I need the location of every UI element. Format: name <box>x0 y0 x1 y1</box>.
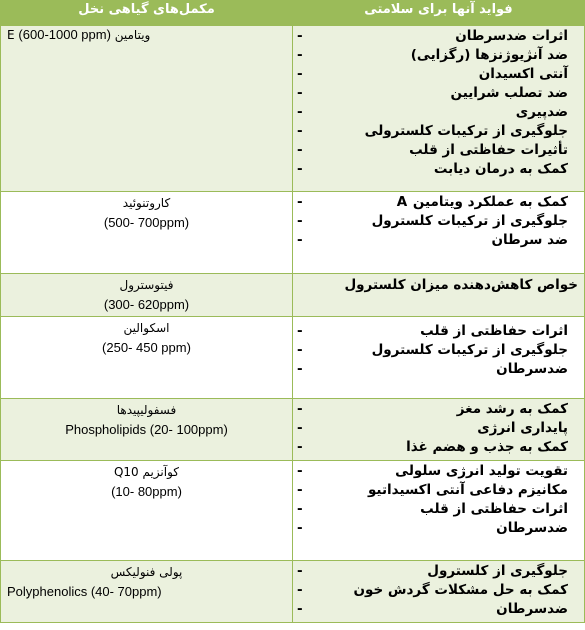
list-item: - ضدسرطان <box>299 360 578 379</box>
supplement-dose: Polyphenolics (40- 70ppm) <box>7 584 162 599</box>
benefits-cell <box>293 461 585 561</box>
supplement-name: فیتوسترول <box>119 278 174 292</box>
table-row <box>1 561 585 623</box>
table-row <box>1 317 585 399</box>
list-item: - کمک به حل مشکلات گردش خون <box>299 581 578 600</box>
supplement-name: کاروتنوئید <box>122 196 171 210</box>
benefits-list <box>299 562 578 619</box>
supplement-dose: Phospholipids (20- 100ppm) <box>65 422 228 437</box>
list-item: - ضد سرطان <box>299 231 578 250</box>
supplement-dose: (500- 700ppm) <box>103 215 190 230</box>
benefits-list <box>299 318 578 379</box>
benefits-cell <box>293 26 585 192</box>
list-item: - ضدسرطان <box>299 600 578 619</box>
list-item: - اثرات ضدسرطان <box>299 27 578 46</box>
list-item: - جلوگیری از ترکیبات کلسترول <box>299 212 578 231</box>
benefits-list <box>299 400 578 457</box>
list-item: - کمک به رشد مغز <box>299 400 578 419</box>
table-row <box>1 399 585 461</box>
list-item: - کمک به جذب و هضم غذا <box>299 438 578 457</box>
table-row <box>1 26 585 192</box>
benefits-list <box>299 193 578 250</box>
supplement-cell <box>1 399 293 461</box>
supplement-cell <box>1 317 293 399</box>
benefits-cell <box>293 399 585 461</box>
supplement-cell <box>1 192 293 274</box>
list-item: - جلوگیری از کلسترول <box>299 562 578 581</box>
table-header-row <box>1 1 585 26</box>
table-row <box>1 461 585 561</box>
list-item: - ضد آنژیوژنزها (رگزایی) <box>299 46 578 65</box>
list-item: - تقویت تولید انرژی سلولی <box>299 462 578 481</box>
header-supplements: مکمل‌های گیاهی نخل <box>1 1 293 26</box>
supplement-name: ویتامین E <box>7 28 151 42</box>
list-item: - ضد تصلب شرایین <box>299 84 578 103</box>
list-item: - مکانیزم دفاعی آنتی اکسیداتیو <box>299 481 578 500</box>
supplement-dose: (250- 450 ppm) <box>102 340 191 355</box>
supplement-cell <box>1 26 293 192</box>
supplement-cell <box>1 461 293 561</box>
list-item: - اثرات حفاظتی از قلب <box>299 500 578 519</box>
supplement-name: اسکوالین <box>123 321 170 335</box>
supplement-name: کوآنزیم Q10 <box>113 465 180 479</box>
supplement-dose: (300- 620ppm) <box>103 297 190 312</box>
supplement-dose: (10- 80ppm) <box>111 484 182 499</box>
list-item: - کمک به درمان دیابت <box>299 160 578 179</box>
list-item: - آنتی اکسیدان <box>299 65 578 84</box>
list-item: - ضدسرطان <box>299 519 578 538</box>
list-item: - کمک به عملکرد ویتامین A <box>299 193 578 212</box>
list-item: - جلوگیری از ترکیبات کلسترول <box>299 341 578 360</box>
header-benefits: فواید آنها برای سلامتی <box>293 1 585 26</box>
benefits-cell: خواص کاهش‌دهنده میزان کلسترول <box>293 274 585 317</box>
supplement-name: پولی فنولیکس <box>110 565 183 579</box>
list-item: - پایداری انرژی <box>299 419 578 438</box>
benefits-list <box>299 462 578 538</box>
supplement-cell <box>1 561 293 623</box>
list-item: - ضدپیری <box>299 103 578 122</box>
benefits-cell <box>293 192 585 274</box>
benefits-cell <box>293 561 585 623</box>
table-row <box>1 192 585 274</box>
list-item: - جلوگیری از ترکیبات کلسترولی <box>299 122 578 141</box>
supplement-cell <box>1 274 293 317</box>
table-row <box>1 274 585 317</box>
supplement-dose: (600-1000 ppm) <box>18 27 111 42</box>
supplement-name: فسفولیپیدها <box>116 403 177 417</box>
list-item: - اثرات حفاظتی از قلب <box>299 322 578 341</box>
list-item: - تأثیرات حفاظتی از قلب <box>299 141 578 160</box>
benefits-cell <box>293 317 585 399</box>
benefits-list <box>299 27 578 179</box>
